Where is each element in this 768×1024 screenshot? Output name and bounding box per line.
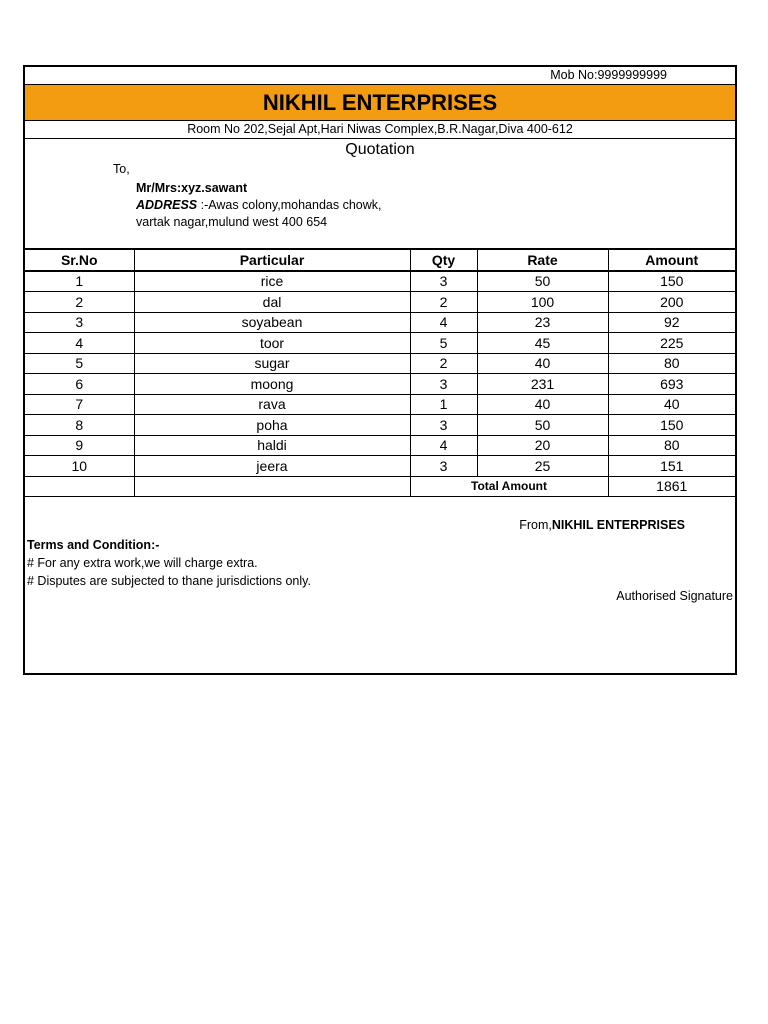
cell-particular: sugar (134, 353, 410, 374)
cell-particular: rava (134, 394, 410, 415)
table-row (25, 435, 735, 456)
cell-particular: toor (134, 333, 410, 354)
cell-amount: 150 (608, 415, 735, 436)
document-title: Quotation (345, 141, 415, 158)
cell-amount: 200 (608, 292, 735, 313)
cell-particular: soyabean (134, 312, 410, 333)
cell-amount: 40 (608, 394, 735, 415)
cell-qty: 1 (410, 394, 477, 415)
total-empty-cell (134, 476, 410, 497)
cell-particular: dal (134, 292, 410, 313)
cell-particular: jeera (134, 456, 410, 477)
cell-amount: 80 (608, 353, 735, 374)
cell-sr: 7 (25, 394, 134, 415)
cell-qty: 3 (410, 415, 477, 436)
table-row (25, 271, 735, 292)
table-row (25, 312, 735, 333)
cell-sr: 6 (25, 374, 134, 395)
cell-particular: poha (134, 415, 410, 436)
table-row (25, 374, 735, 395)
company-address: Room No 202,Sejal Apt,Hari Niwas Complex,B.R.Nagar,Diva 400-612 (25, 120, 735, 139)
terms-heading: Terms and Condition:- (27, 538, 160, 552)
cell-rate: 100 (477, 292, 608, 313)
table-header-row (25, 249, 735, 271)
cell-qty: 2 (410, 292, 477, 313)
quotation-sheet (23, 65, 737, 675)
terms-block (27, 536, 311, 590)
cell-amount: 225 (608, 333, 735, 354)
authorised-signature: Authorised Signature (616, 589, 733, 603)
cell-amount: 151 (608, 456, 735, 477)
cell-sr: 5 (25, 353, 134, 374)
cell-qty: 4 (410, 435, 477, 456)
total-amount-value: 1861 (608, 476, 735, 497)
cell-particular: moong (134, 374, 410, 395)
table-row (25, 415, 735, 436)
from-prefix: From, (519, 518, 552, 532)
cell-sr: 9 (25, 435, 134, 456)
table-row (25, 353, 735, 374)
table-row (25, 394, 735, 415)
cell-qty: 2 (410, 353, 477, 374)
cell-rate: 50 (477, 415, 608, 436)
total-amount-label: Total Amount (410, 476, 608, 497)
cell-sr: 4 (25, 333, 134, 354)
terms-item: # For any extra work,we will charge extra. (27, 556, 258, 570)
total-empty-cell (25, 476, 134, 497)
cell-rate: 231 (477, 374, 608, 395)
items-table (25, 248, 735, 497)
cell-qty: 5 (410, 333, 477, 354)
cell-particular: haldi (134, 435, 410, 456)
cell-amount: 92 (608, 312, 735, 333)
header-particular: Particular (134, 249, 410, 271)
cell-sr: 2 (25, 292, 134, 313)
customer-block (136, 180, 381, 231)
cell-qty: 4 (410, 312, 477, 333)
header-rate: Rate (477, 249, 608, 271)
cell-amount: 693 (608, 374, 735, 395)
table-row (25, 456, 735, 477)
cell-qty: 3 (410, 271, 477, 292)
cell-sr: 10 (25, 456, 134, 477)
customer-name: Mr/Mrs:xyz.sawant (136, 181, 248, 195)
cell-particular: rice (134, 271, 410, 292)
from-company: NIKHIL ENTERPRISES (551, 518, 685, 532)
cell-qty: 3 (410, 374, 477, 395)
cell-rate: 50 (477, 271, 608, 292)
cell-rate: 40 (477, 353, 608, 374)
address-label: ADDRESS (136, 198, 198, 212)
mobile-number: Mob No:9999999999 (550, 68, 667, 82)
header-sr-no: Sr.No (25, 249, 134, 271)
total-row (25, 476, 735, 497)
header-amount: Amount (608, 249, 735, 271)
header-qty: Qty (410, 249, 477, 271)
to-label: To, (113, 162, 130, 176)
cell-amount: 150 (608, 271, 735, 292)
cell-sr: 1 (25, 271, 134, 292)
from-line (519, 518, 685, 532)
cell-rate: 25 (477, 456, 608, 477)
table-row (25, 333, 735, 354)
cell-amount: 80 (608, 435, 735, 456)
cell-rate: 20 (477, 435, 608, 456)
table-row (25, 292, 735, 313)
company-banner: NIKHIL ENTERPRISES (25, 84, 735, 121)
cell-rate: 40 (477, 394, 608, 415)
terms-item: # Disputes are subjected to thane jurisdictions only. (27, 574, 311, 588)
cell-rate: 23 (477, 312, 608, 333)
customer-address-line-2: vartak nagar,mulund west 400 654 (136, 215, 328, 229)
cell-sr: 8 (25, 415, 134, 436)
address-line-1: :-Awas colony,mohandas chowk, (197, 198, 382, 212)
cell-sr: 3 (25, 312, 134, 333)
customer-address-line-1 (136, 197, 381, 214)
cell-rate: 45 (477, 333, 608, 354)
cell-qty: 3 (410, 456, 477, 477)
